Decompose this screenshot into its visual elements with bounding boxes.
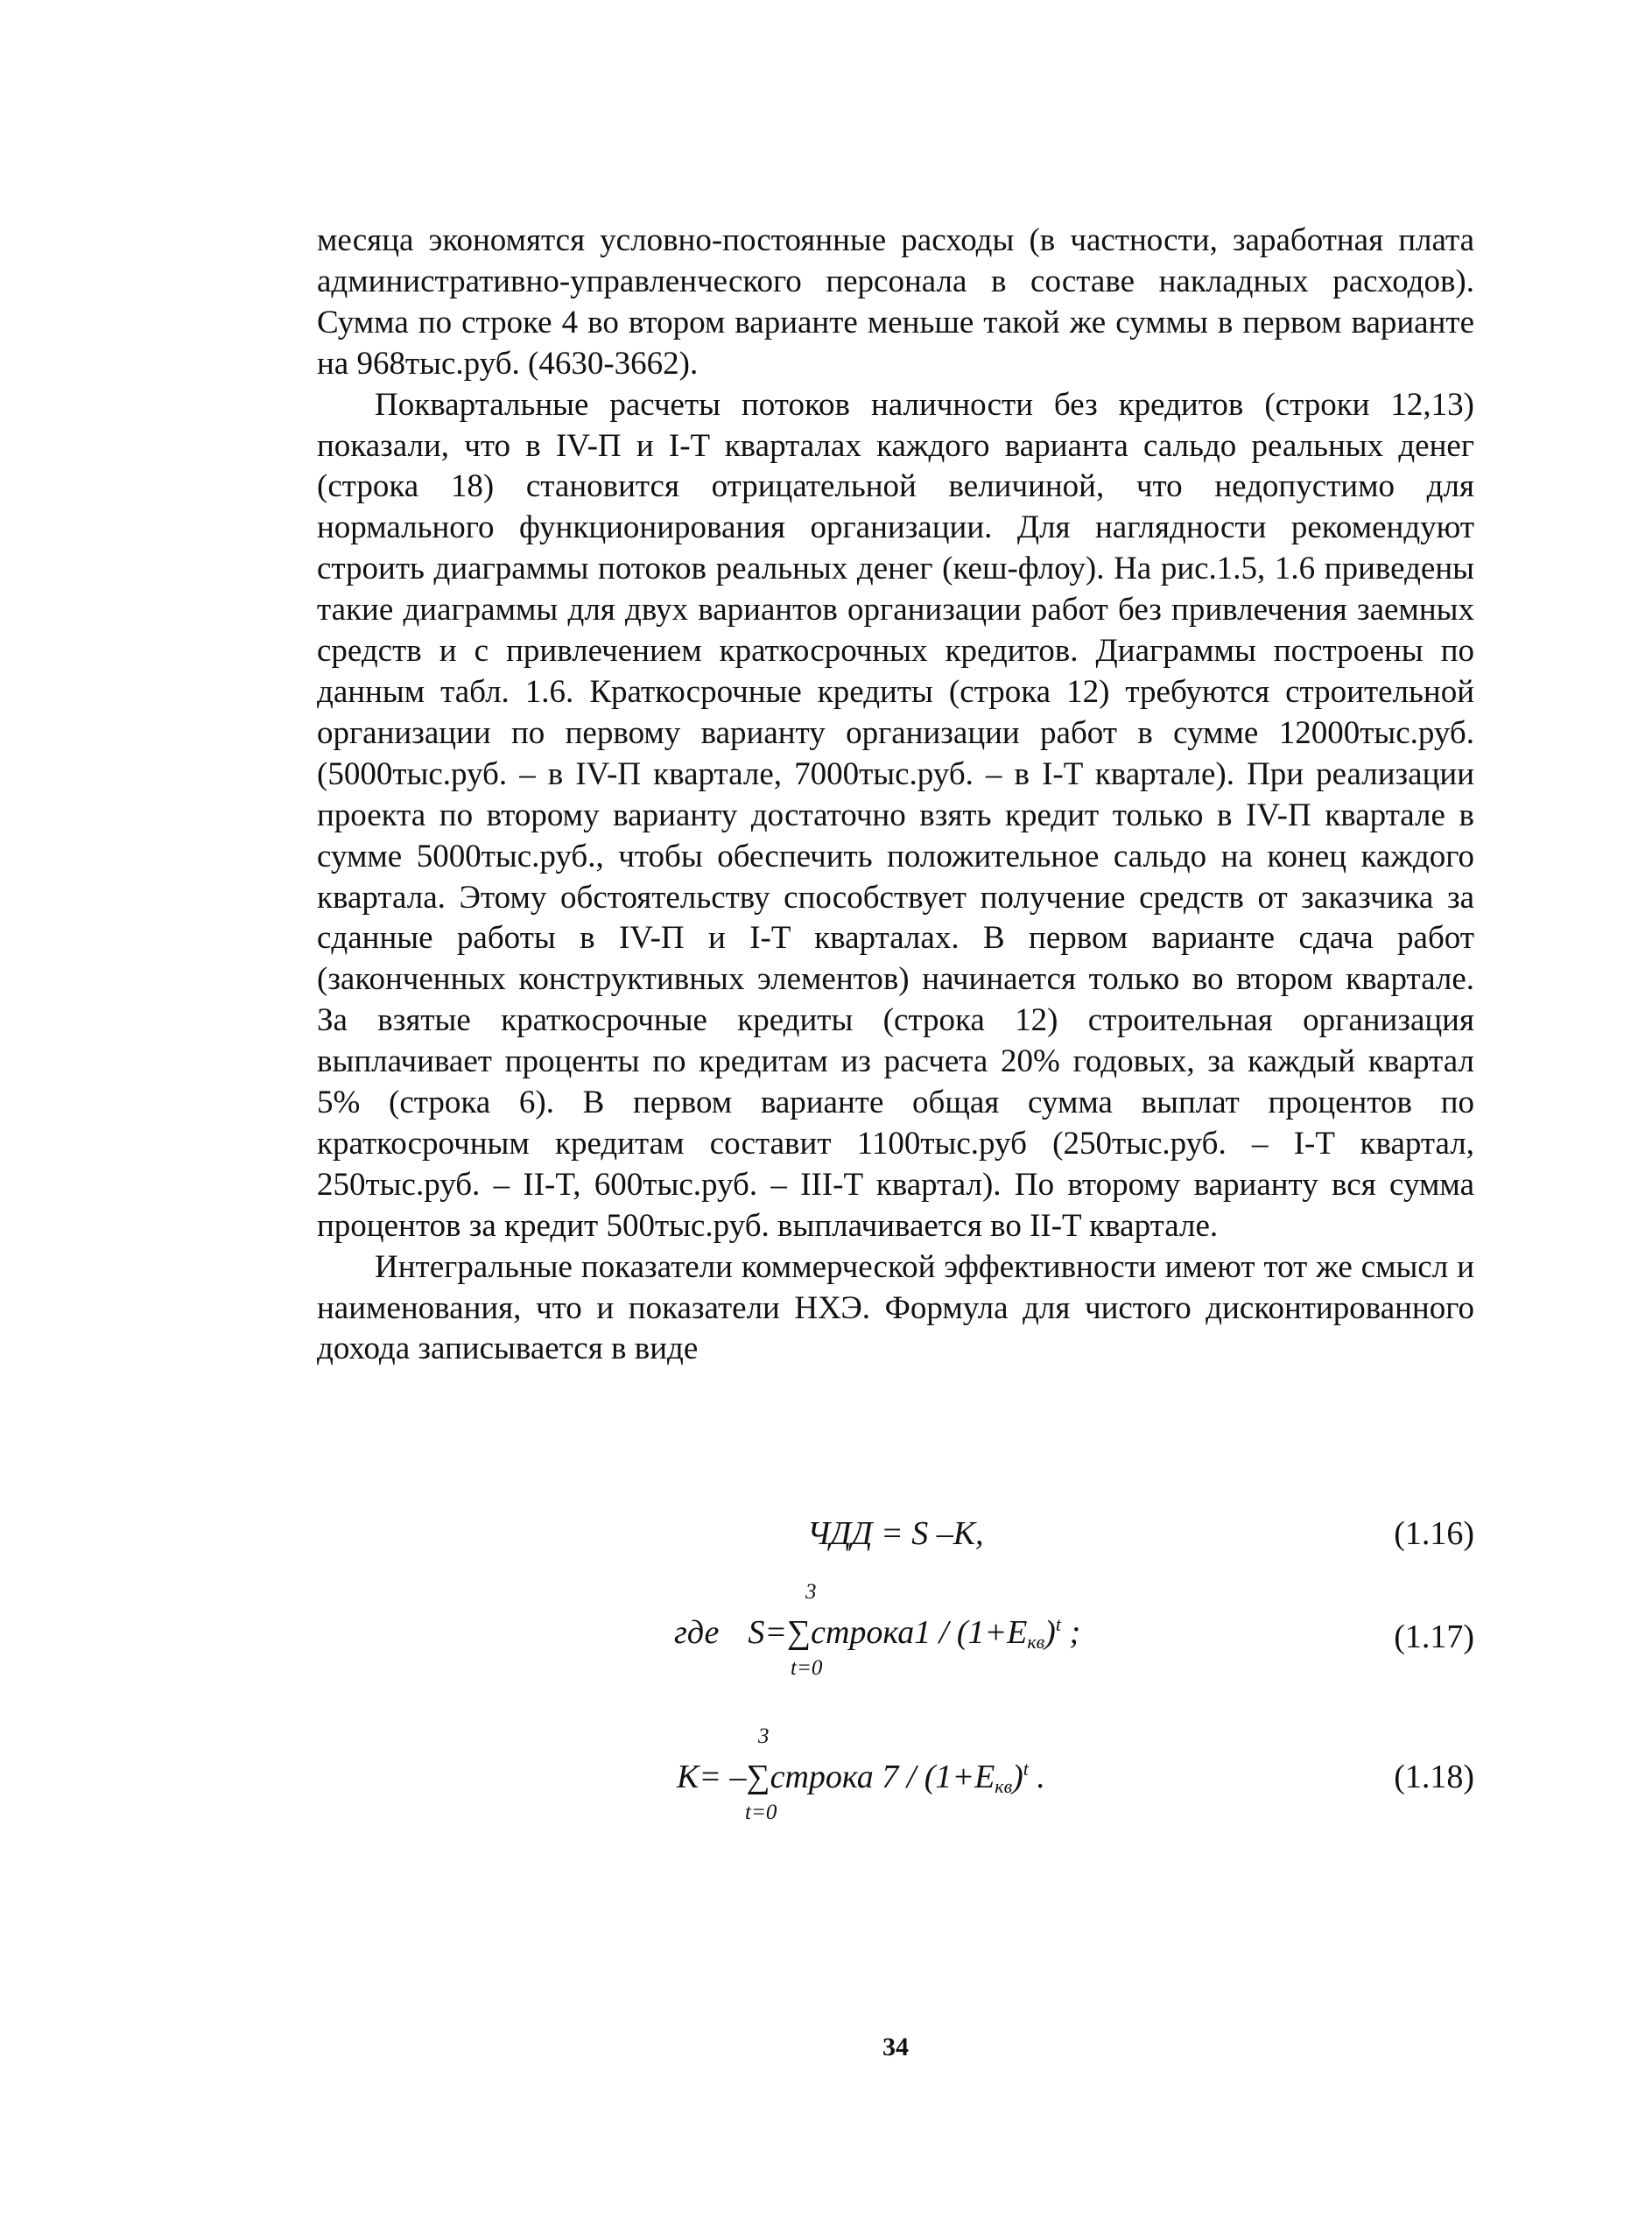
- paragraph-1: месяца экономятся условно-постоянные расходы (в частности, заработная плата административно-управленческого персонала в составе накладных расходов). Сумма по строке 4 во втором варианте меньше такой же суммы в первом варианте на 968тыс.руб. (4630-3662).: [317, 222, 1474, 382]
- formula-k-lower-limit: t=0: [745, 1801, 777, 1824]
- page-number: 34: [882, 2033, 909, 2061]
- equation-number-1-18: (1.18): [1394, 1759, 1474, 1795]
- formula-npv-lhs: ЧДД: [807, 1515, 873, 1552]
- paragraph-2: Поквартальные расчеты потоков наличности без кредитов (строки 12,13) показали, что в IV-П и I-T кварталах каждого варианта сальдо реальных денег (строка 18) становится отрицательной величиной, что недопустимо для нормального функционирования организации. Для наглядности рекомендуют строить диаграммы потоков реальных денег (кеш-флоу). На рис.1.5, 1.6 приведены такие диаграммы для двух вариантов организации работ без привлечения заемных средств и с привлечением краткосрочных кредитов. Диаграммы построены по данным табл. 1.6. Краткосрочные кредиты (строка 12) требуются строительной организации по первому варианту организации работ в сумме 12000тыс.руб.(5000тыс.руб. – в IV-П квартале, 7000тыс.руб. – в I-T квартале). При реализации проекта по второму варианту достаточно взять кредит только в IV-П квартале в сумме 5000тыс.руб., чтобы обеспечить положительное сальдо на конец каждого квартала. Этому обстоятельству способствует получение средств от заказчика за сданные работы в IV-П и I-T кварталах. В первом варианте сдача работ (законченных конструктивных элементов) начинается только во втором квартале. За взятые краткосрочные кредиты (строка 12) строительная организация выплачивает проценты по кредитам из расчета 20% годовых, за каждый квартал 5% (строка 6). В первом варианте общая сумма выплат процентов по краткосрочным кредитам составит 1100тыс.руб (250тыс.руб. – I-T квартал, 250тыс.руб. – II-T, 600тыс.руб. – III-T квартал). По второму варианту вся сумма процентов за кредит 500тыс.руб. выплачивается во II-T квартале.: [317, 386, 1474, 1244]
- formula-s-upper-limit: 3: [805, 1580, 817, 1604]
- body-text: [317, 221, 1474, 1370]
- equation-number-1-17: (1.17): [1394, 1619, 1474, 1655]
- formula-k-sub: кв: [995, 1775, 1013, 1797]
- formula-s-prefix: где: [674, 1614, 720, 1651]
- formula-s-end: ;: [1060, 1614, 1081, 1651]
- formula-k-sup: t: [1023, 1758, 1029, 1780]
- formula-k: [677, 1758, 1045, 1798]
- formula-s-body: S=∑строка1 / (1+E: [748, 1614, 1028, 1651]
- formula-s-tail: ): [1044, 1614, 1056, 1651]
- paragraph-3: Интегральные показатели коммерческой эффективности имеют тот же смысл и наименования, что и показатели НХЭ. Формула для чистого дисконтированного дохода записывается в виде: [317, 1248, 1474, 1367]
- equation-number-1-16: (1.16): [1394, 1515, 1474, 1552]
- formula-k-tail: ): [1012, 1759, 1023, 1795]
- formula-s-sup: t: [1055, 1613, 1061, 1635]
- formula-s: [674, 1613, 1080, 1654]
- formula-npv: [807, 1514, 984, 1553]
- formula-npv-rhs: = S –K,: [881, 1515, 984, 1552]
- formula-k-end: .: [1028, 1759, 1045, 1795]
- formula-k-body: K= –∑строка 7 / (1+E: [677, 1759, 995, 1795]
- formula-s-lower-limit: t=0: [791, 1656, 823, 1680]
- formula-s-sub: кв: [1027, 1631, 1045, 1653]
- formula-k-upper-limit: 3: [758, 1724, 770, 1748]
